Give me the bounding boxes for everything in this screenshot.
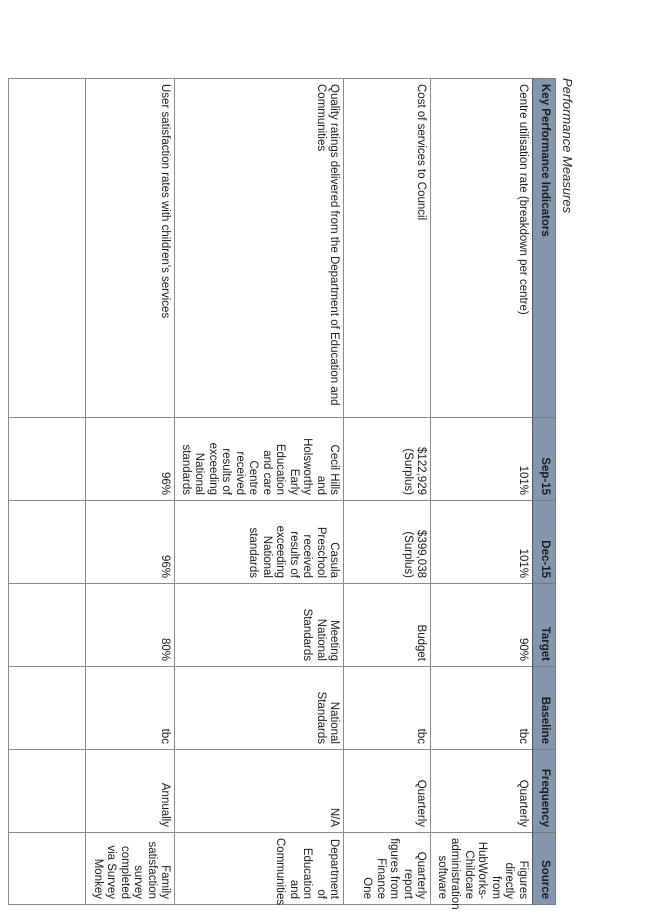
cell-target: 80% <box>86 584 175 667</box>
cell-kpi: Quality ratings delivered from the Department of Education and Communities <box>175 79 344 418</box>
cell-target: Budget <box>344 584 431 667</box>
cell-sep15: 96% <box>86 418 175 501</box>
cell-source: Quarterly report figures from Finance One <box>344 833 431 905</box>
header-source: Source <box>533 833 556 905</box>
table-row <box>344 79 431 905</box>
cell-target <box>9 584 86 667</box>
header-baseline: Baseline <box>533 667 556 750</box>
cell-target: 90% <box>431 584 533 667</box>
table-header-row <box>533 79 556 905</box>
performance-measures-table <box>9 78 557 910</box>
cell-frequency: N/A <box>175 750 344 833</box>
cell-baseline: tbc <box>344 667 431 750</box>
cell-baseline: tbc <box>86 667 175 750</box>
cell-sep15: $122,929 (Surplus) <box>344 418 431 501</box>
header-target: Target <box>533 584 556 667</box>
cell-source: Figures directly from HubWorks- Childcare administration software <box>431 833 533 905</box>
cell-baseline: National Standards <box>175 667 344 750</box>
cell-source <box>9 833 86 905</box>
cell-dec15: $399,038 (Surplus) <box>344 501 431 584</box>
cell-dec15: Casula Preschool received results of exceeding National standards <box>175 501 344 584</box>
cell-kpi: User satisfaction rates with children's services <box>86 79 175 418</box>
cell-baseline <box>9 667 86 750</box>
header-sep15: Sep-15 <box>533 418 556 501</box>
cell-source: Department of Education and Communities <box>175 833 344 905</box>
cell-sep15: 101% <box>431 418 533 501</box>
cell-source: Family satisfaction survey completed via Survey Monkey <box>86 833 175 905</box>
cell-dec15 <box>9 501 86 584</box>
section-title: Performance Measures <box>560 78 575 214</box>
header-frequency: Frequency <box>533 750 556 833</box>
header-dec15: Dec-15 <box>533 501 556 584</box>
table-row <box>175 79 344 905</box>
cell-baseline: tbc <box>431 667 533 750</box>
cell-sep15 <box>9 418 86 501</box>
cell-dec15: 101% <box>431 501 533 584</box>
cell-dec15: 96% <box>86 501 175 584</box>
cell-kpi: Centre utilisation rate (breakdown per centre) <box>431 79 533 418</box>
cell-frequency <box>9 750 86 833</box>
header-kpi: Key Performance Indicators <box>533 79 556 418</box>
table-row <box>86 79 175 905</box>
cell-frequency: Quarterly <box>344 750 431 833</box>
cell-kpi: Cost of services to Council <box>344 79 431 418</box>
cell-frequency: Quarterly <box>431 750 533 833</box>
table-row <box>9 79 86 905</box>
cell-sep15: Cecil Hills and Holsworthy Early Education and care Centre received results of exceeding National standards <box>175 418 344 501</box>
cell-frequency: Annually <box>86 750 175 833</box>
table-row <box>431 79 533 905</box>
cell-target: Meeting National Standards <box>175 584 344 667</box>
cell-kpi <box>9 79 86 418</box>
